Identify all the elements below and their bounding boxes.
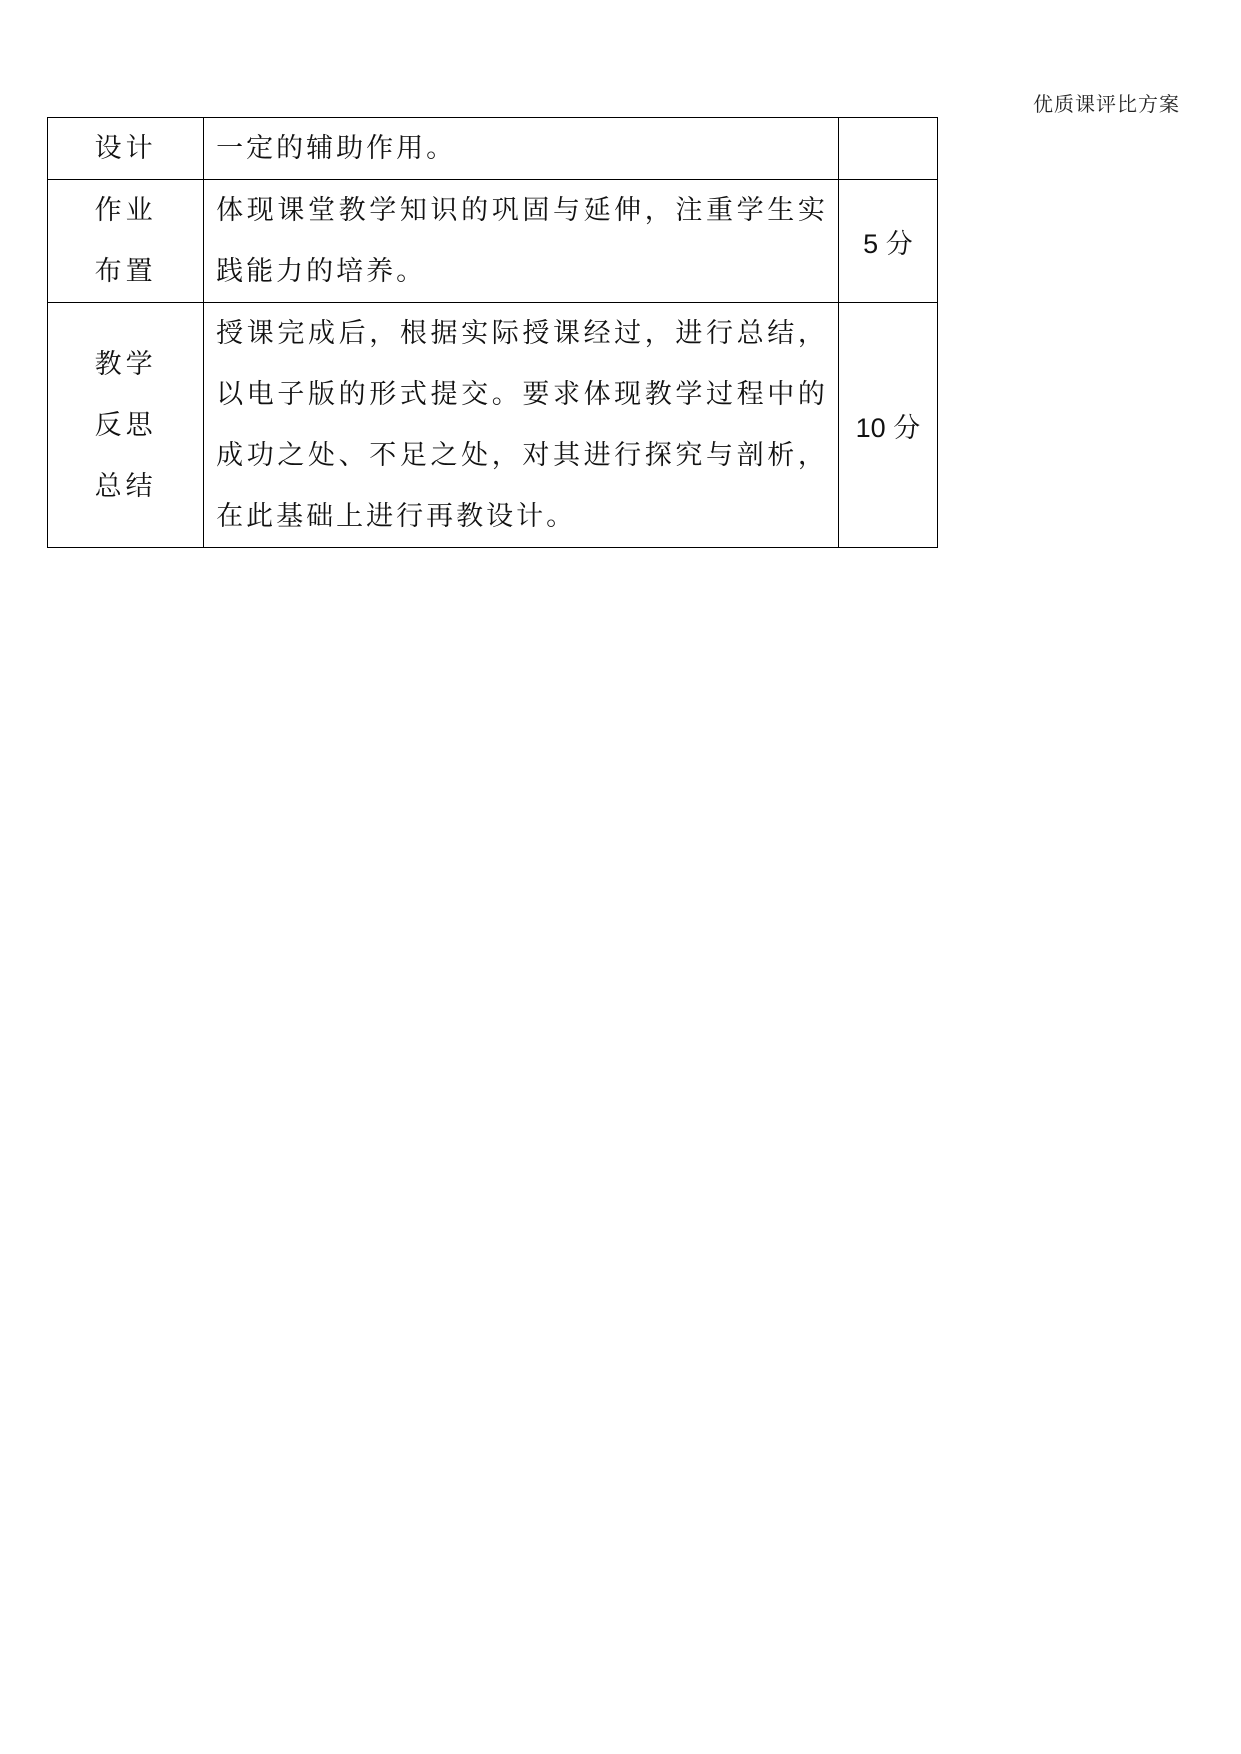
criterion-name-line: 作业 bbox=[94, 195, 157, 226]
page-header-title: 优质课评比方案 bbox=[1033, 92, 1180, 116]
criterion-name-line: 总结 bbox=[94, 470, 157, 502]
table-row bbox=[48, 180, 938, 303]
criterion-score: 10 分 bbox=[838, 303, 937, 548]
table-row bbox=[48, 118, 938, 180]
criterion-name-line: 布置 bbox=[94, 256, 157, 287]
criterion-score bbox=[838, 118, 937, 180]
evaluation-table bbox=[47, 117, 938, 548]
criterion-name-line: 设计 bbox=[94, 133, 157, 164]
criterion-name-line: 反思 bbox=[94, 409, 157, 441]
table-row bbox=[48, 303, 938, 548]
criterion-name-line: 教学 bbox=[94, 348, 157, 380]
criterion-name-cell bbox=[48, 303, 204, 548]
criterion-description: 一定的辅助作用。 bbox=[204, 118, 839, 180]
criterion-name-cell bbox=[48, 118, 204, 180]
criterion-description: 授课完成后，根据实际授课经过，进行总结，以电子版的形式提交。要求体现教学过程中的成功之处、不足之处，对其进行探究与剖析，在此基础上进行再教设计。 bbox=[204, 303, 839, 548]
criterion-description: 体现课堂教学知识的巩固与延伸，注重学生实践能力的培养。 bbox=[204, 180, 839, 303]
criterion-name-cell bbox=[48, 180, 204, 303]
criterion-score: 5 分 bbox=[838, 180, 937, 303]
